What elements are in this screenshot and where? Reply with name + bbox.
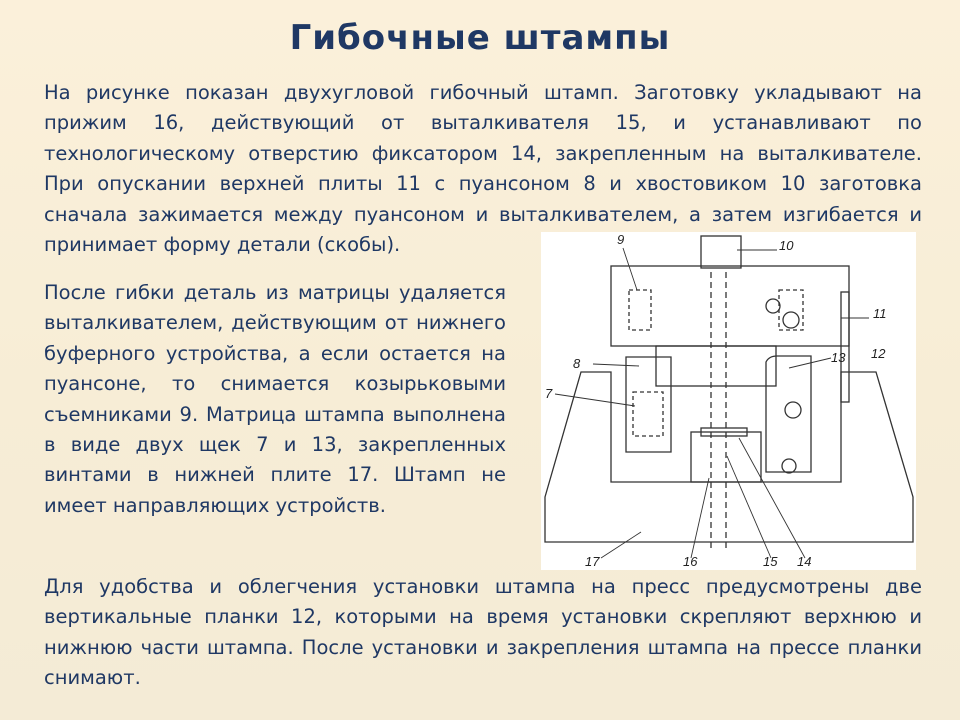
label-11: 11 bbox=[873, 306, 887, 321]
shank-part bbox=[701, 236, 741, 268]
label-16: 16 bbox=[683, 554, 698, 569]
label-10: 10 bbox=[779, 238, 794, 253]
page-title: Гибочные штампы bbox=[289, 18, 671, 58]
bending-die-drawing bbox=[541, 232, 916, 570]
lower-plate-part bbox=[545, 372, 913, 542]
label-14: 14 bbox=[797, 554, 812, 569]
label-15: 15 bbox=[763, 554, 778, 569]
label-7: 7 bbox=[545, 386, 553, 401]
paragraph-intro: На рисунке показан двухугловой гибочный штамп. Заготовку укладывают на прижим 16, действующий от выталкивателя 15, и устанавливают по технологическому отверстию фиксатором 14, закрепленным на выталкивателе. При опускании верхней плиты 11 с пуансоном 8 и хвостовиком 10 заготовка сначала зажимается между пуансоном и выталкивателем, а затем изгибается и принимает форму детали (скобы). bbox=[44, 81, 922, 257]
right-cheek-part bbox=[766, 356, 811, 472]
label-17: 17 bbox=[585, 554, 600, 569]
paragraph-removal: После гибки деталь из матрицы удаляется выталкивателем, действующим от нижнего буферного устройства, а если остается на пуансоне, то снимается козырьковыми съемниками 9. Матрица штампа выполнена в виде двух щек 7 и 13, закрепленных винтами в нижней плите 17. Штамп не имеет направляющих устройств. bbox=[44, 281, 506, 517]
label-8: 8 bbox=[573, 356, 581, 371]
punch-part bbox=[656, 346, 776, 386]
label-12: 12 bbox=[871, 346, 886, 361]
upper-plate-part bbox=[611, 266, 849, 346]
label-9: 9 bbox=[617, 232, 625, 247]
paragraph-installation: Для удобства и облегчения установки штампа на пресс предусмотрены две вертикальные планки 12, которыми на время установки скрепляют верхнюю и нижнюю части штампа. После установки и закрепления штампа на прессе планки снимают. bbox=[44, 575, 922, 690]
label-13: 13 bbox=[831, 350, 846, 365]
